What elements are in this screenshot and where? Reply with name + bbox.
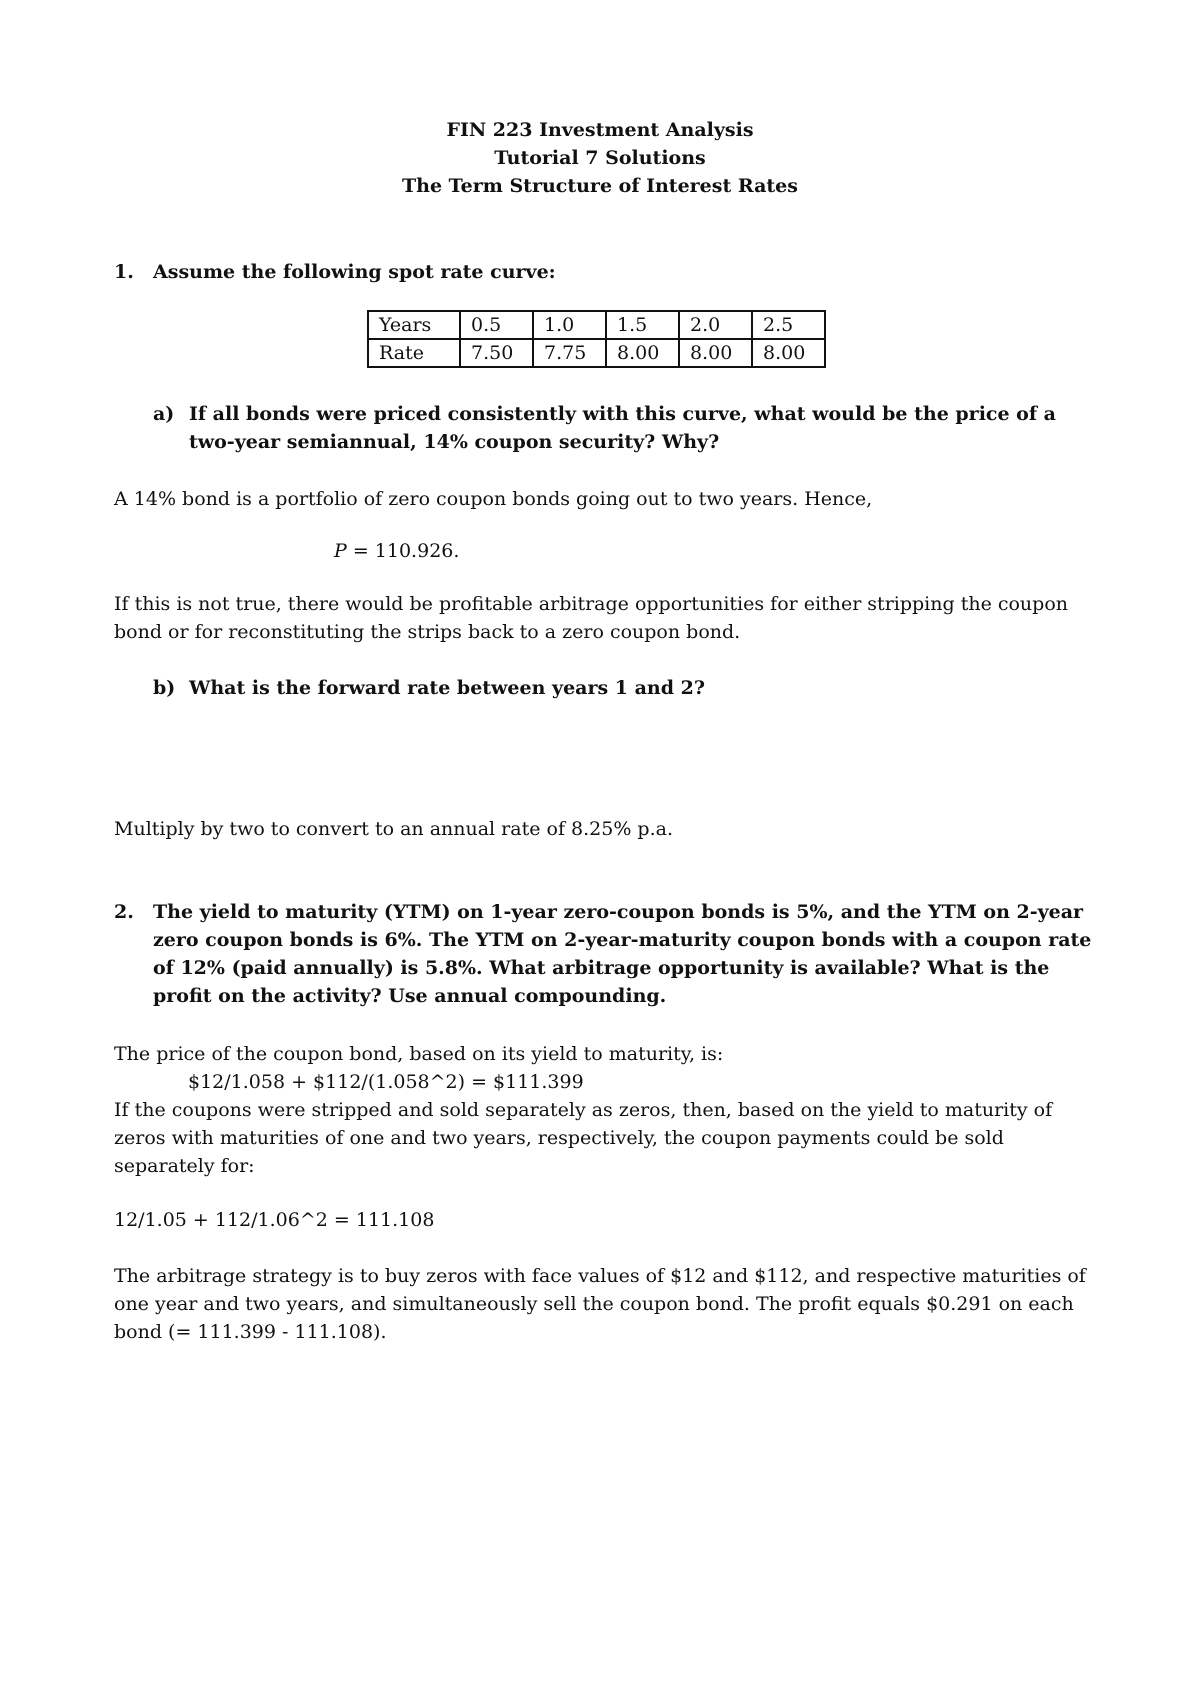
question-2	[114, 898, 1104, 1010]
question-1a-text: If all bonds were priced consistently with this curve, what would be the price of a two-year semiannual, 14% coupon security? Why?	[189, 403, 1056, 453]
question-1b	[153, 674, 1093, 702]
table-cell-rate: 7.50	[460, 339, 533, 367]
answer-2-price-intro: The price of the coupon bond, based on its yield to maturity, is:	[114, 1043, 724, 1065]
answer-2-strategy: The arbitrage strategy is to buy zeros with face values of $12 and $112, and respective maturities of one year and two years, and simultaneously sell the coupon bond. The profit equals $0.291 on each bond (= 111.399 - 111.108).	[114, 1265, 1086, 1343]
answer-1b: Multiply by two to convert to an annual rate of 8.25% p.a.	[114, 818, 673, 840]
table-cell-rate: 7.75	[533, 339, 606, 367]
answer-1a-followup: If this is not true, there would be profitable arbitrage opportunities for either stripping the coupon bond or for reconstituting the strips back to a zero coupon bond.	[114, 593, 1069, 643]
answer-2-strip-formula: 12/1.05 + 112/1.06^2 = 111.108	[114, 1209, 435, 1231]
table-cell-rate: 8.00	[752, 339, 825, 367]
question-1-number: 1.	[114, 261, 134, 283]
formula-value: = 110.926.	[346, 540, 460, 562]
table-cell-year: 2.0	[679, 311, 752, 339]
table-cell-year: 1.5	[606, 311, 679, 339]
answer-1a-intro: A 14% bond is a portfolio of zero coupon bonds going out to two years. Hence,	[114, 488, 873, 510]
question-2-text: The yield to maturity (YTM) on 1-year zero-coupon bonds is 5%, and the YTM on 2-year zero coupon bonds is 6%. The YTM on 2-year-maturity coupon bonds with a coupon rate of 12% (paid annually) is 5.8%. What arbitrage opportunity is available? What is the profit on the activity? Use annual compounding.	[153, 901, 1092, 1007]
course-title: FIN 223 Investment Analysis	[446, 119, 754, 141]
topic-title: The Term Structure of Interest Rates	[402, 175, 798, 197]
question-1b-label: b)	[153, 677, 176, 699]
table-cell-rate: 8.00	[679, 339, 752, 367]
spot-rate-table	[367, 310, 826, 368]
question-1	[114, 258, 1094, 286]
table-cell-rate: 8.00	[606, 339, 679, 367]
question-1a-label: a)	[153, 403, 175, 425]
tutorial-title: Tutorial 7 Solutions	[494, 147, 706, 169]
formula-variable: P	[334, 540, 347, 562]
question-2-number: 2.	[114, 901, 134, 923]
document-header	[0, 116, 1200, 200]
table-cell-year: 0.5	[460, 311, 533, 339]
table-cell-years-label: Years	[368, 311, 460, 339]
answer-1a-formula	[334, 537, 459, 565]
table-cell-rate-label: Rate	[368, 339, 460, 367]
question-1a	[153, 400, 1093, 456]
table-cell-year: 1.0	[533, 311, 606, 339]
answer-2-price-formula: $12/1.058 + $112/(1.058^2) = $111.399	[188, 1071, 584, 1093]
question-1b-text: What is the forward rate between years 1 and 2?	[189, 677, 705, 699]
table-row-rates	[368, 339, 825, 367]
table-row-years	[368, 311, 825, 339]
question-1-text: Assume the following spot rate curve:	[153, 261, 556, 283]
answer-2-strip-text: If the coupons were stripped and sold separately as zeros, then, based on the yield to maturity of zeros with maturities of one and two years, respectively, the coupon payments could be sold separately for:	[114, 1099, 1053, 1177]
table-cell-year: 2.5	[752, 311, 825, 339]
